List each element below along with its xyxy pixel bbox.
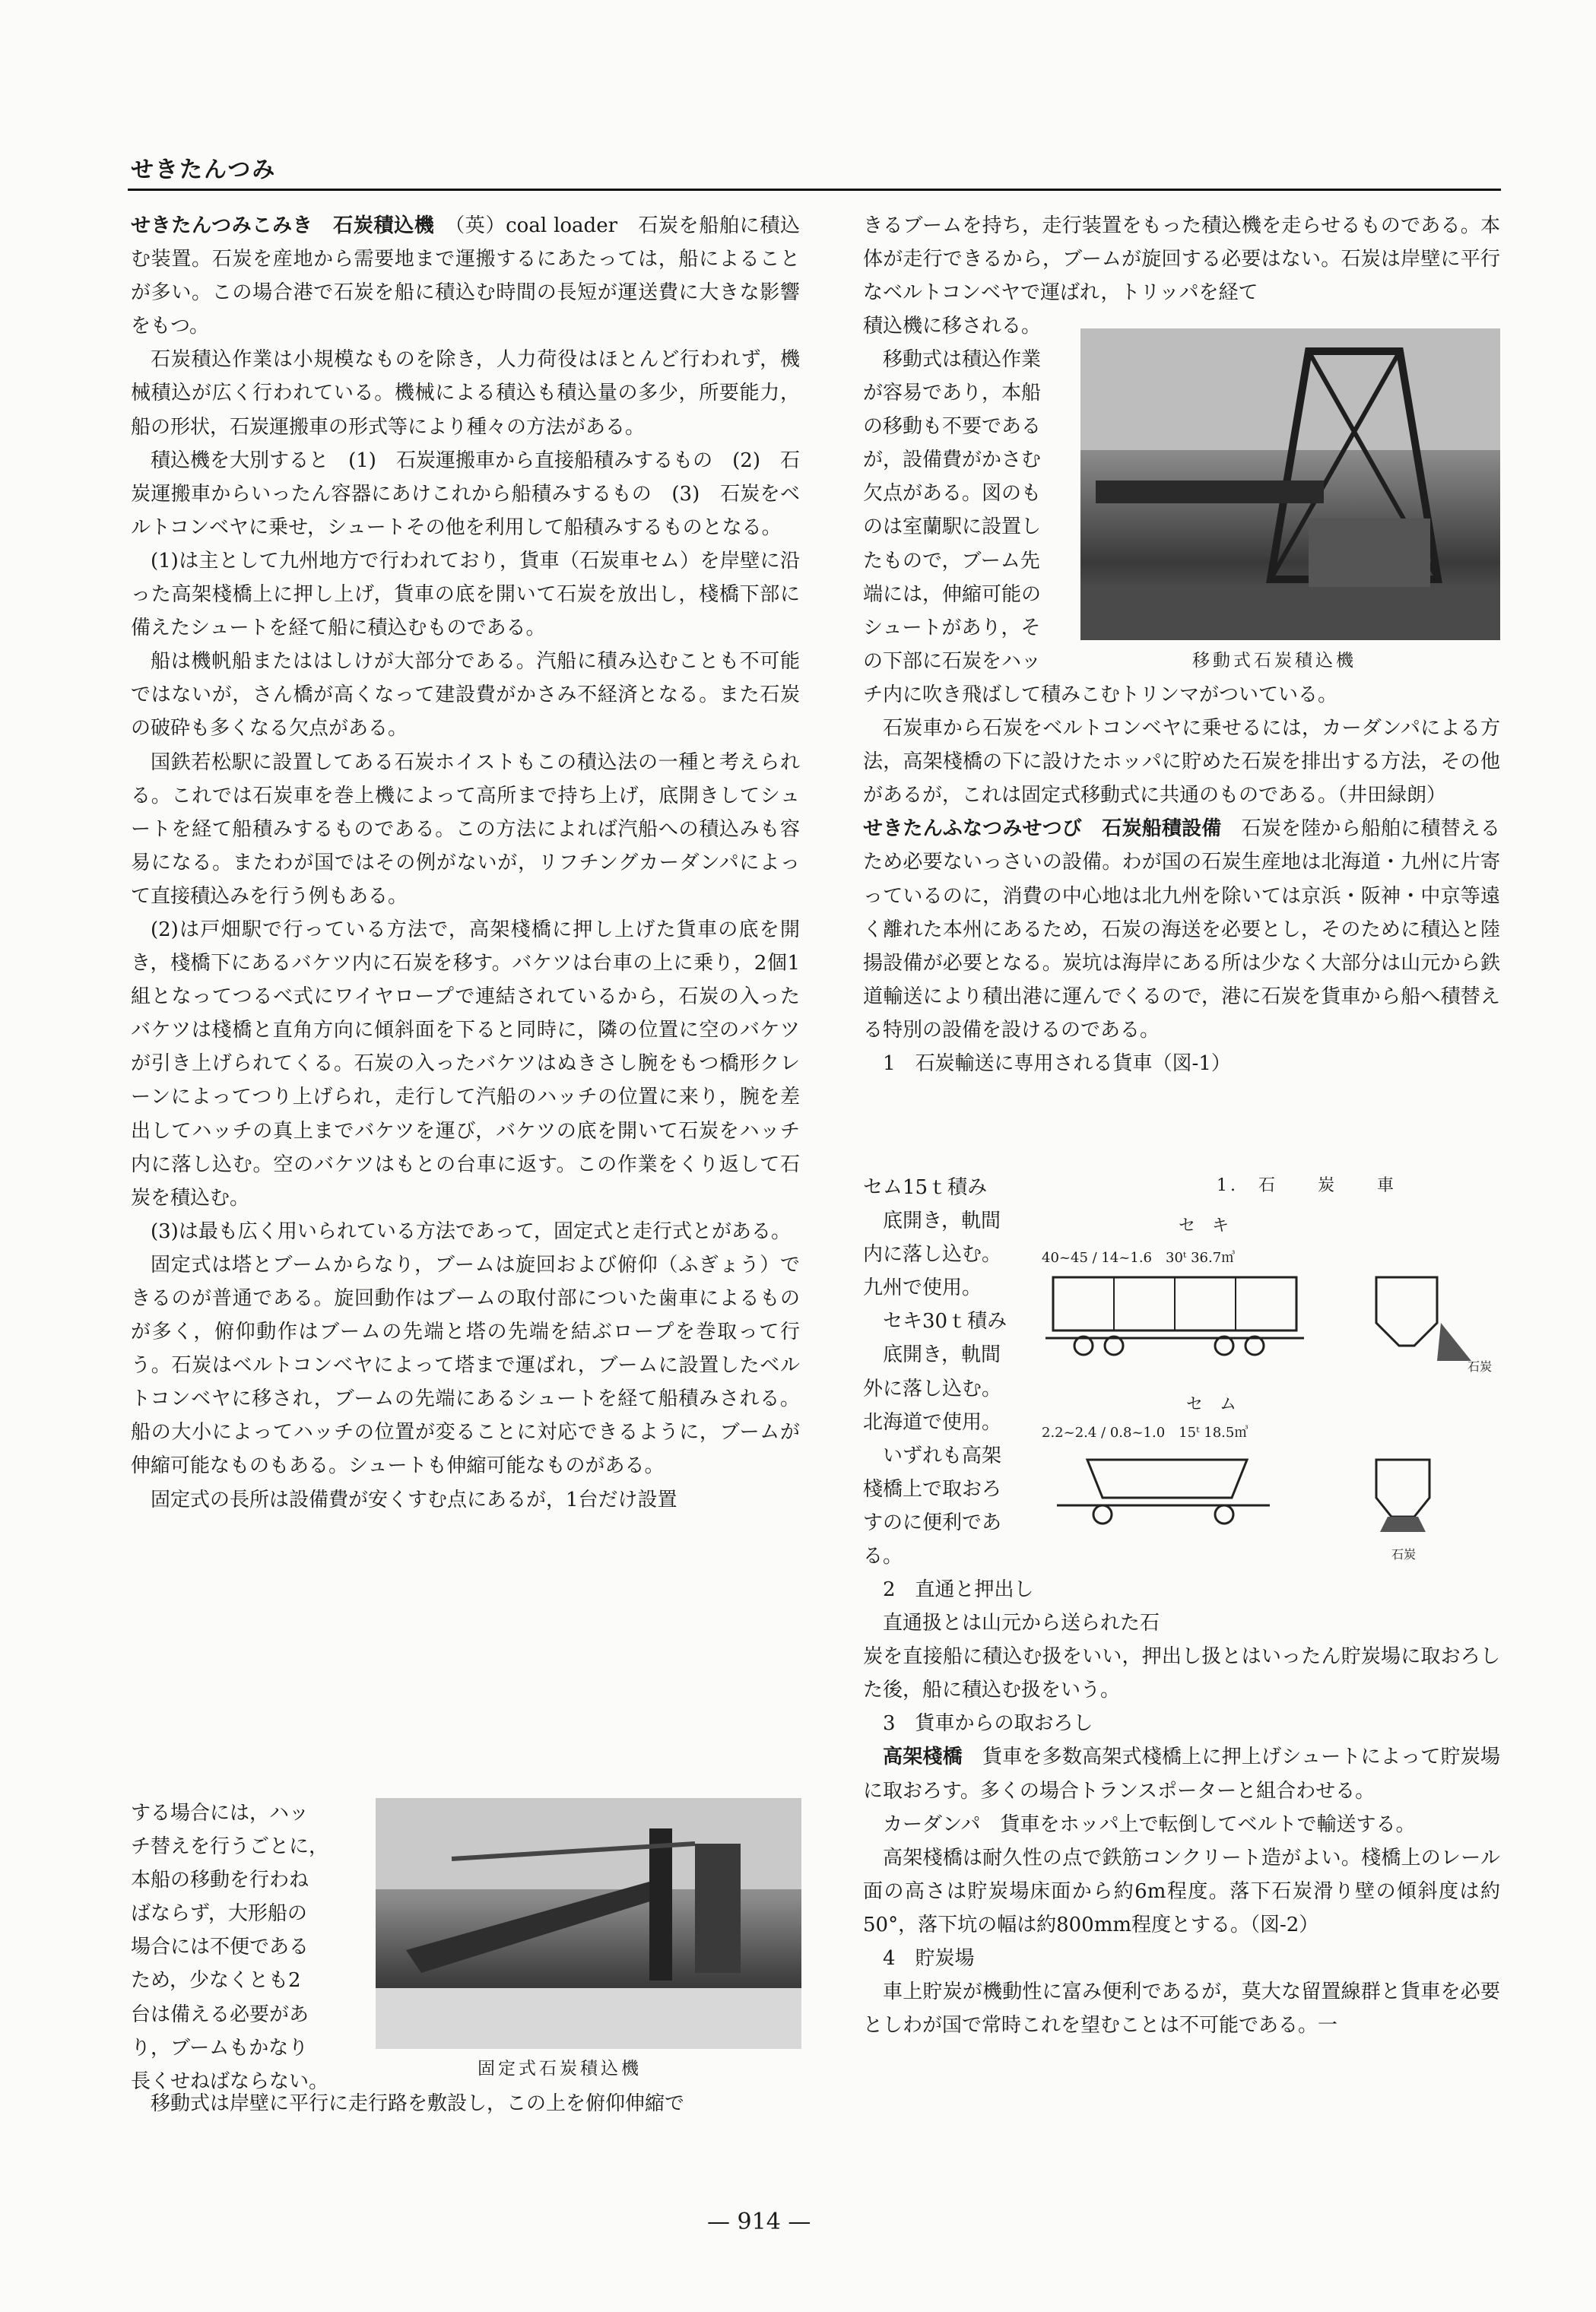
text-line: 端には，伸縮可能の xyxy=(863,582,1042,606)
text-line: する場合には，ハッ xyxy=(131,1802,309,1825)
section-heading: 1 石炭輸送に専用される貨車（図-1） xyxy=(883,1052,1231,1076)
paragraph: 炭を直接船に積込む扱をいい，押出し扱とはいったん貯炭場に取おろした後，船に積込む扱をいう。 xyxy=(863,1645,1500,1702)
paragraph: 船は機帆船またははしけが大部分である。汽船に積み込むことも不可能ではないが，さん橋が高くなって建設費がかさみ不経済となる。また石炭の破砕も多くなる欠点がある。 xyxy=(131,650,800,741)
photo-fixed-coal-loader xyxy=(376,1798,801,2049)
text-line: シュートがあり，そ xyxy=(863,616,1041,639)
paragraph: (2)は戸畑駅で行っている方法で，高架棧橋に押し上げた貨車の底を開き，棧橋下にあるバケツ内に石炭を移す。バケツは台車の上に乗り，2個1組となってつるべ式にワイヤロープで連結されているから，石炭の入ったバケツは棧橋と直角方向に傾斜面を下ると同時に，隣の位置に空のバケツが引き上げられてくる。石炭の入ったバケツはぬきさし腕をもつ橋形クレーンによってつり上げられ，走行して汽船のハッチの位置に来り，腕を差出してハッチの真上までバケツを運び，バケツの底を開いて石炭をハッチ内に落し込む。空のバケツはもとの台車に返す。この作業をくり返して石炭を積込む。 xyxy=(131,918,800,1210)
paragraph: 石炭車から石炭をベルトコンベヤに乗せるには，カーダンパによる方法，高架棧橋の下に設けたホッパに貯めた石炭を排出する方法，その他があるが，これは固定式移動式に共通のものである。（井田緑朗） xyxy=(863,717,1500,807)
left-column xyxy=(131,209,800,1517)
text-line: 内に落し込む。 xyxy=(863,1243,1002,1267)
paragraph xyxy=(863,1740,1500,1807)
text-line: 底開き，軌間 xyxy=(883,1210,1001,1233)
paragraph: カーダンパ 貨車をホッパ上で転倒してベルトで輸送する。 xyxy=(883,1812,1416,1836)
right-column-mid xyxy=(863,678,1500,1080)
right-column-top xyxy=(863,209,1500,343)
text-line: の移動も不要である xyxy=(863,415,1042,439)
paragraph: (3)は最も広く用いられている方法であって，固定式と走行式とがある。 xyxy=(151,1219,792,1243)
text-line: り，ブームもかなり xyxy=(131,2036,309,2060)
text-line: いずれも高架 xyxy=(883,1444,1002,1467)
text-line: のは室蘭駅に設置し xyxy=(863,515,1042,539)
text-line: チ替えを行うごとに， xyxy=(131,1835,329,1859)
paragraph: 積込機に移される。 xyxy=(863,315,1042,338)
text-line: すのに便利であ xyxy=(863,1511,1002,1534)
text-line: 外に落し込む。 xyxy=(863,1377,1002,1400)
label-seki-values: 40~45 / 14~1.6 30ᵗ 36.7㎥ xyxy=(1042,1250,1236,1266)
paragraph: 車上貯炭が機動性に富み便利であるが，莫大な留置線群と貨車を必要としわが国で常時これを望むことは不可能である。一 xyxy=(863,1981,1500,2038)
drawing-sem-car xyxy=(1042,1445,1498,1559)
text-line: ため，少なくとも2 xyxy=(131,1969,301,1993)
header-rule xyxy=(128,189,1501,191)
text-line: が，設備費がかさむ xyxy=(863,449,1042,472)
section-heading: 2 直通と押出し xyxy=(883,1578,1034,1601)
paragraph: 固定式は塔とブームからなり，ブームは旋回および俯仰（ふぎょう）できるのが普通である。旋回動作はブームの取付部についた歯車によるものが多く，俯仰動作はブームの先端と塔の先端を結ぶロープを巻取って行う。石炭はベルトコンベヤによって塔まで運ばれ，ブームに設置したベルトコンベヤに移され，ブームの先端にあるシュートを経て船積みされる。船の大小によってハッチの位置が変ることに対応できるように，ブームが伸縮可能なものもある。シュートも伸縮可能なものがある。 xyxy=(131,1253,800,1478)
text-line: 本船の移動を行わね xyxy=(131,1869,309,1892)
term-elevated-trestle: 高架棧橋 xyxy=(883,1746,963,1769)
running-header: せきたんつみ xyxy=(131,157,277,183)
label-sem-values: 2.2~2.4 / 0.8~1.0 15ᵗ 18.5㎥ xyxy=(1042,1425,1249,1441)
section-heading: 3 貨車からの取おろし xyxy=(883,1712,1093,1736)
text-line: セキ30ｔ積み xyxy=(883,1310,1007,1334)
paragraph: 直通扱とは山元から送られた石 xyxy=(883,1612,1160,1635)
paragraph: 積込機を大別すると (1) 石炭運搬車から直接船積みするもの (2) 石炭運搬車からいったん容器にあけこれから船積みするもの (3) 石炭をベルトコンベヤに乗せ，シュートその他を利用して船積みするものとなる。 xyxy=(131,449,800,539)
text-line: 場合には不便である xyxy=(131,1936,309,1959)
photo-caption-fixed: 固定式石炭積込機 xyxy=(478,2059,642,2079)
label-coal-2: 石炭 xyxy=(1391,1547,1417,1562)
text-line: ばならず，大形船の xyxy=(131,1902,307,1926)
paragraph: (1)は主として九州地方で行われており，貨車（石炭車セム）を岸壁に沿った高架棧橋上に押し上げ，貨車の底を開いて石炭を放出し，棧橋下部に備えたシュートを経て船に積込むものである。 xyxy=(131,549,800,640)
figure-side-text xyxy=(863,1171,1061,1573)
entry-text: 石炭を陸から船舶に積替えるため必要ないっさいの設備。わが国の石炭生産地は北海道・九州に片寄っているのに，消費の中心地は北九州を除いては京浜・阪神・中京等遠く離れた本州にあるため，石炭の海送を必要とし，そのために積込と陸揚設備が必要となる。炭坑は海岸にある所は少なく大部分は山元から鉄道輸送により積出港に運んでくるので，港に石炭を貨車から船へ積替える特別の設備を設けるのである。 xyxy=(863,817,1500,1042)
label-coal-1: 石炭 xyxy=(1467,1359,1493,1374)
right-column-bottom xyxy=(863,1573,1500,2042)
text-line: 移動式は積込作業 xyxy=(883,348,1042,371)
entry-coal-loader xyxy=(131,209,800,343)
label-sem: セ ム xyxy=(1186,1395,1237,1414)
text-line: 底開き，軌間 xyxy=(883,1343,1001,1367)
section-heading: 4 貯炭場 xyxy=(883,1947,975,1971)
figure-title: 1. 石 炭 車 xyxy=(1217,1176,1397,1195)
text-line: たもので，ブーム先 xyxy=(863,549,1040,572)
paragraph: 高架棧橋は耐久性の点で鉄筋コンクリート造がよい。棧橋上のレール面の高さは貯炭場床面から約6m程度。落下石炭滑り壁の傾斜度は約50°，落下坑の幅は約800mm程度とする。（図-2） xyxy=(863,1846,1500,1936)
entry-coal-shipping xyxy=(863,812,1500,1047)
paragraph-text: 貨車を多数高架式棧橋上に押上げシュートによって貯炭場に取おろす。多くの場合トランスポーターと組合わせる。 xyxy=(863,1746,1500,1803)
text-line: 台は備える必要があ xyxy=(131,2003,309,2026)
text-line: る。 xyxy=(863,1545,903,1568)
wrap-text-right xyxy=(863,343,1076,678)
paragraph: 国鉄若松駅に設置してある石炭ホイストもこの積込法の一種と考えられる。これでは石炭車を巻上機によって高所まで持ち上げ，底開きしてシュートを経て船積みするものである。この方法によれば汽船への積込みも容易になる。またわが国ではその例がないが，リフチングカーダンパによって直接積込みを行う例もある。 xyxy=(131,750,800,908)
text-line: 九州で使用。 xyxy=(863,1277,982,1300)
paragraph: 固定式の長所は設備費が安くすむ点にあるが，1台だけ設置 xyxy=(151,1488,677,1511)
paragraph: 石炭積込作業は小規模なものを除き，人力荷役はほとんど行われず，機械積込が広く行われている。機械による積込も積込量の多少，所要能力，船の形状，石炭運搬車の形式等により種々の方法がある。 xyxy=(131,348,800,439)
wrap-text-left xyxy=(131,1797,374,2098)
entry-text: （英）coal loader 石炭を船舶に積込む装置。石炭を産地から需要地まで運搬するにあたっては，船によることが多い。この場合港で石炭を船に積込む時間の長短が運送費に大きな影響をもつ。 xyxy=(131,214,800,338)
figure-coal-cars xyxy=(1042,1171,1498,1566)
text-line: の下部に石炭をハッ xyxy=(863,649,1042,673)
paragraph: 移動式は岸壁に平行に走行路を敷設し，この上を俯仰伸縮で xyxy=(151,2092,685,2115)
paragraph: きるブームを持ち，走行装置をもった積込機を走らせるものである。本体が走行できるから，ブームが旋回する必要はない。石炭は岸壁に平行なベルトコンベヤで運ばれ，トリッパを経て xyxy=(863,214,1500,305)
label-seki: セ キ xyxy=(1179,1216,1230,1235)
photo-caption-mobile: 移動式石炭積込機 xyxy=(1192,651,1356,671)
text-line: 棧橋上で取おろ xyxy=(863,1477,1002,1501)
page-number: — 914 — xyxy=(707,2209,811,2235)
drawing-seki-car xyxy=(1042,1262,1498,1376)
text-line: 欠点がある。図のも xyxy=(863,482,1042,506)
text-line: が容易であり，本船 xyxy=(863,382,1042,405)
text-line: セム15ｔ積み xyxy=(863,1176,988,1199)
text-line: 北海道で使用。 xyxy=(863,1410,1002,1434)
entry-title-coal-loader: せきたんつみこみき 石炭積込機 xyxy=(131,214,435,237)
photo-mobile-coal-loader xyxy=(1080,328,1500,640)
text-line: 長くせねばならない。 xyxy=(131,2069,329,2093)
paragraph: チ内に吹き飛ばして積みこむトリンマがついている。 xyxy=(863,683,1338,706)
entry-title-coal-shipping: せきたんふなつみせつび 石炭船積設備 xyxy=(863,817,1222,841)
